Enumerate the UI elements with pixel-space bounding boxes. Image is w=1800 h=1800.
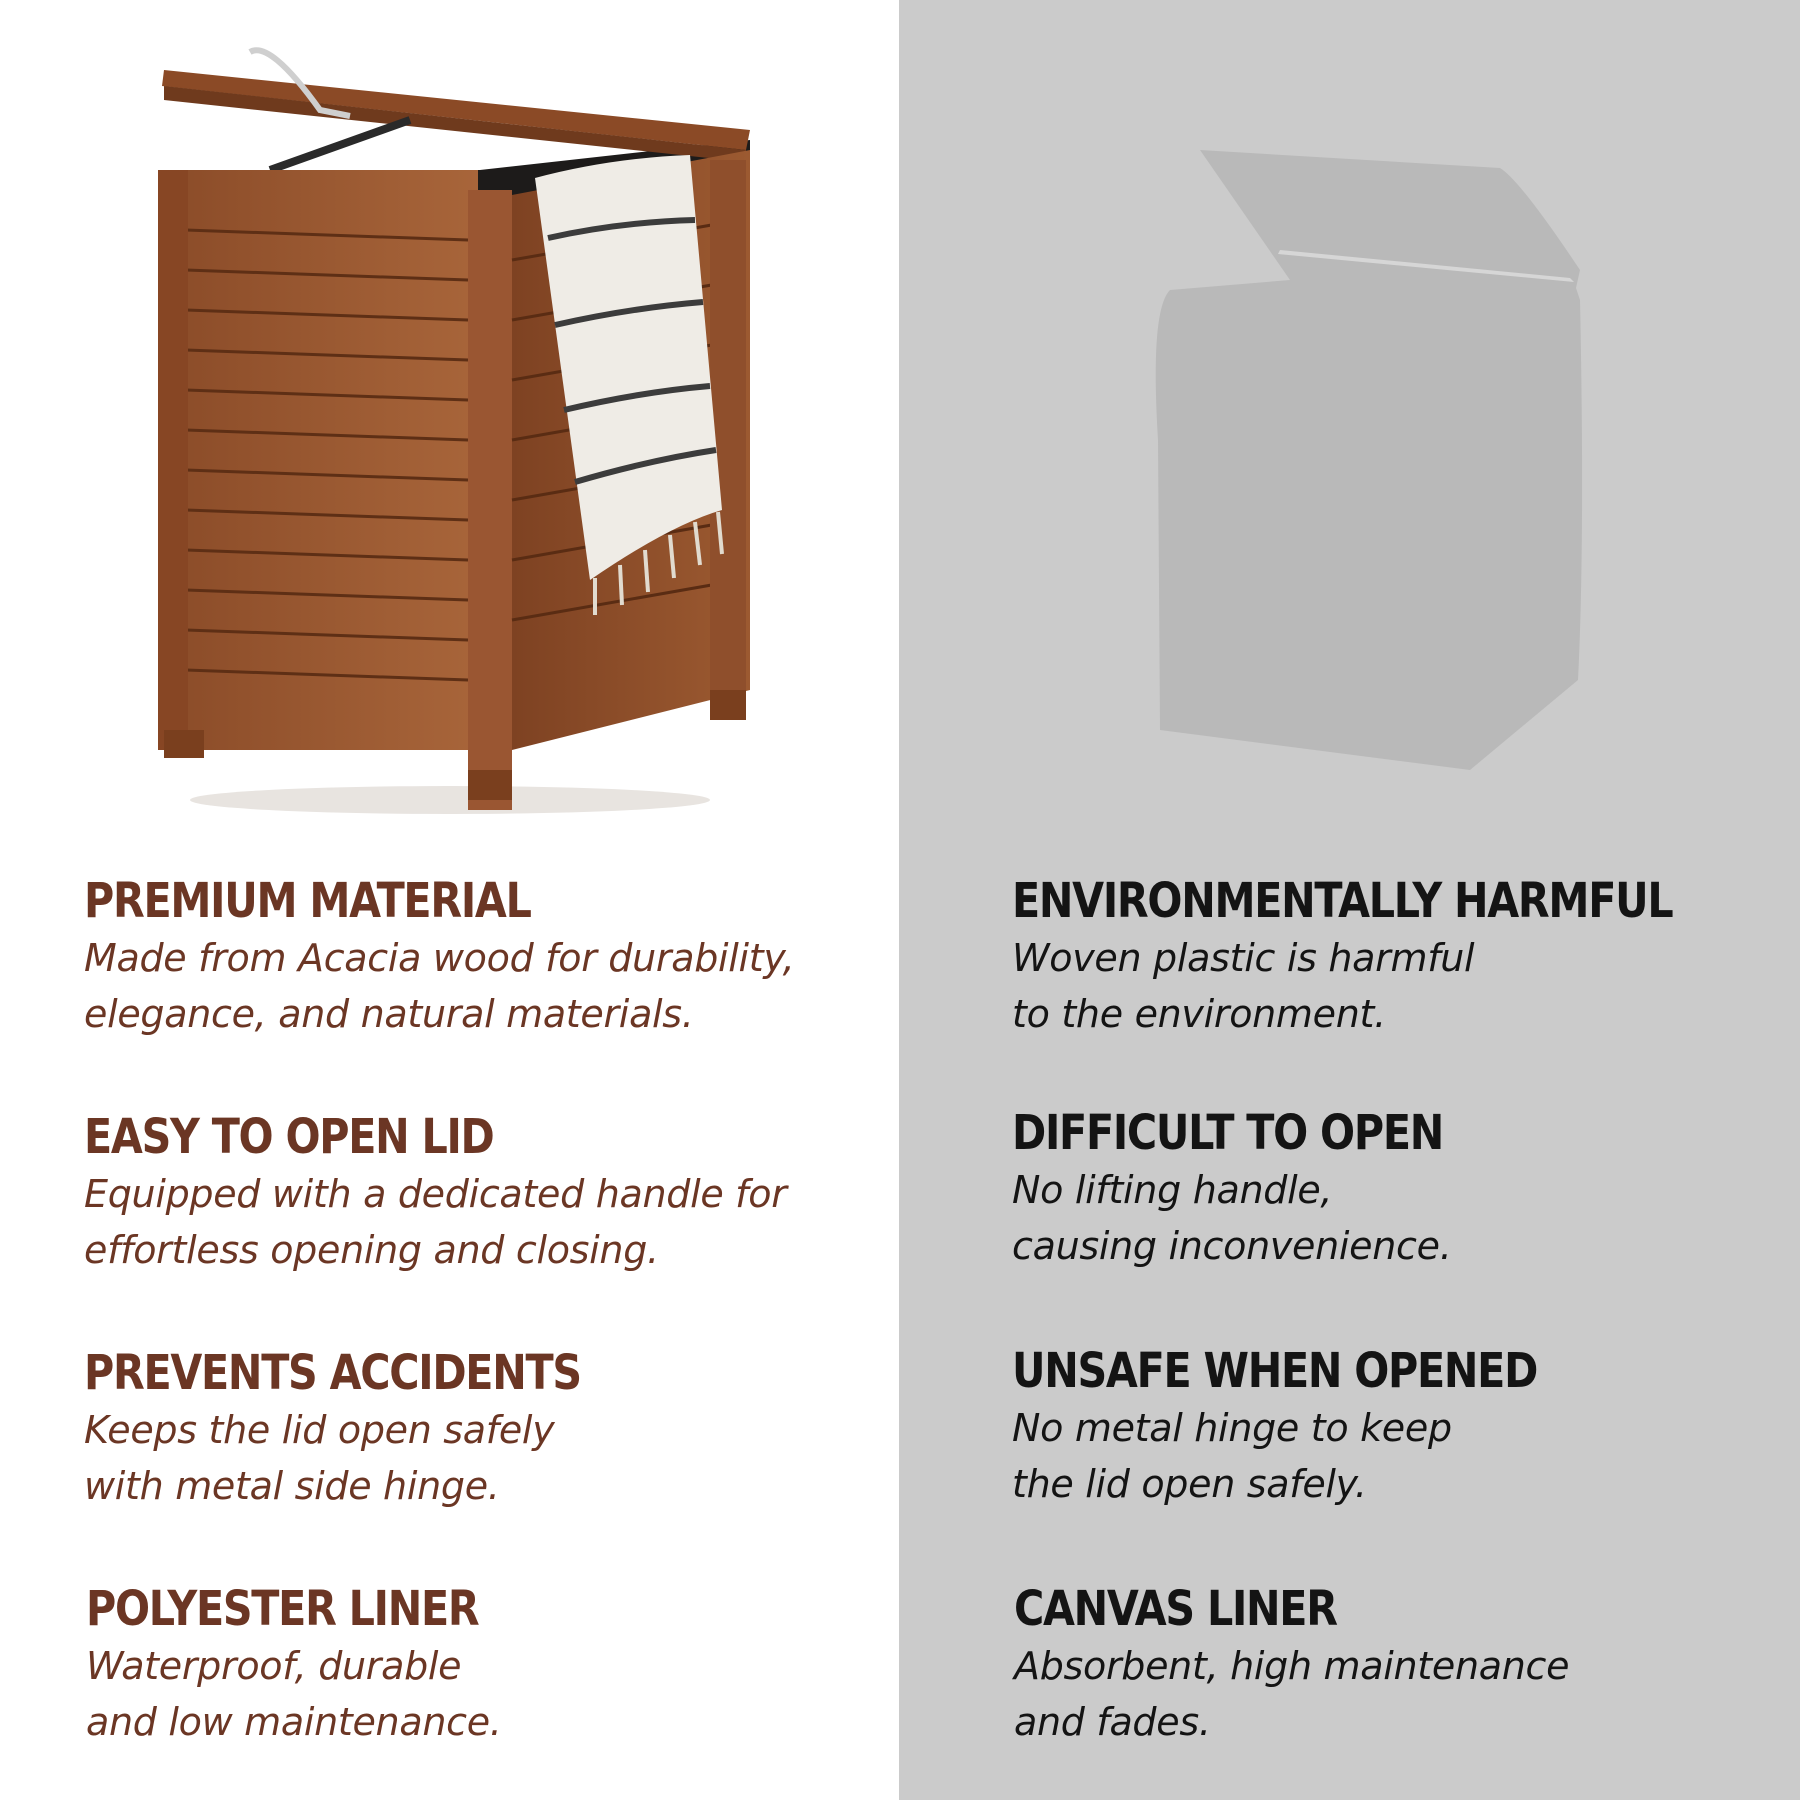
feature-title: PREVENTS ACCIDENTS <box>84 1345 581 1401</box>
feature-description-line: Keeps the lid open safely <box>84 1408 555 1452</box>
feature-easy-to-open-lid <box>84 1108 787 1278</box>
feature-description-line: and low maintenance. <box>86 1700 502 1744</box>
feature-description-line: No lifting handle, <box>1012 1168 1333 1212</box>
feature-unsafe-when-opened <box>1012 1342 1623 1512</box>
feature-title: UNSAFE WHEN OPENED <box>1012 1343 1538 1399</box>
feature-title: PREMIUM MATERIAL <box>84 873 531 929</box>
feature-description-line: to the environment. <box>1012 992 1386 1036</box>
feature-title: POLYESTER LINER <box>86 1581 479 1637</box>
feature-description <box>1012 930 1780 1042</box>
feature-description-line: with metal side hinge. <box>84 1464 500 1508</box>
feature-description <box>84 930 794 1042</box>
feature-description-line: Waterproof, durable <box>86 1644 462 1688</box>
feature-title: EASY TO OPEN LID <box>84 1109 494 1165</box>
feature-description <box>86 1638 542 1750</box>
feature-premium-material <box>84 872 794 1042</box>
feature-description <box>1012 1162 1513 1274</box>
feature-title: CANVAS LINER <box>1014 1581 1337 1637</box>
feature-description-line: Equipped with a dedicated handle for <box>84 1172 787 1216</box>
feature-description <box>1014 1638 1569 1750</box>
feature-description-line: No metal hinge to keep <box>1012 1406 1452 1450</box>
feature-canvas-liner <box>1014 1580 1569 1750</box>
wooden-hamper-image <box>150 30 770 820</box>
feature-description-line: effortless opening and closing. <box>84 1228 659 1272</box>
feature-title: DIFFICULT TO OPEN <box>1012 1105 1443 1161</box>
feature-description <box>1012 1400 1623 1512</box>
feature-difficult-to-open <box>1012 1104 1513 1274</box>
feature-description <box>84 1166 787 1278</box>
feature-environmentally-harmful <box>1012 872 1780 1042</box>
feature-prevents-accidents <box>84 1344 662 1514</box>
feature-description <box>84 1402 662 1514</box>
wooden-hamper-icon <box>150 30 770 820</box>
feature-description-line: causing inconvenience. <box>1012 1224 1452 1268</box>
feature-description-line: and fades. <box>1014 1700 1211 1744</box>
feature-description-line: Absorbent, high maintenance <box>1014 1644 1570 1688</box>
feature-description-line: Made from Acacia wood for durability, <box>84 936 795 980</box>
feature-description-line: elegance, and natural materials. <box>84 992 694 1036</box>
feature-description-line: the lid open safely. <box>1012 1462 1367 1506</box>
plastic-hamper-image <box>1140 140 1590 780</box>
feature-polyester-liner <box>86 1580 542 1750</box>
feature-description-line: Woven plastic is harmful <box>1012 936 1475 980</box>
plastic-hamper-silhouette-icon <box>1140 140 1590 780</box>
feature-title: ENVIRONMENTALLY HARMFUL <box>1012 873 1673 929</box>
